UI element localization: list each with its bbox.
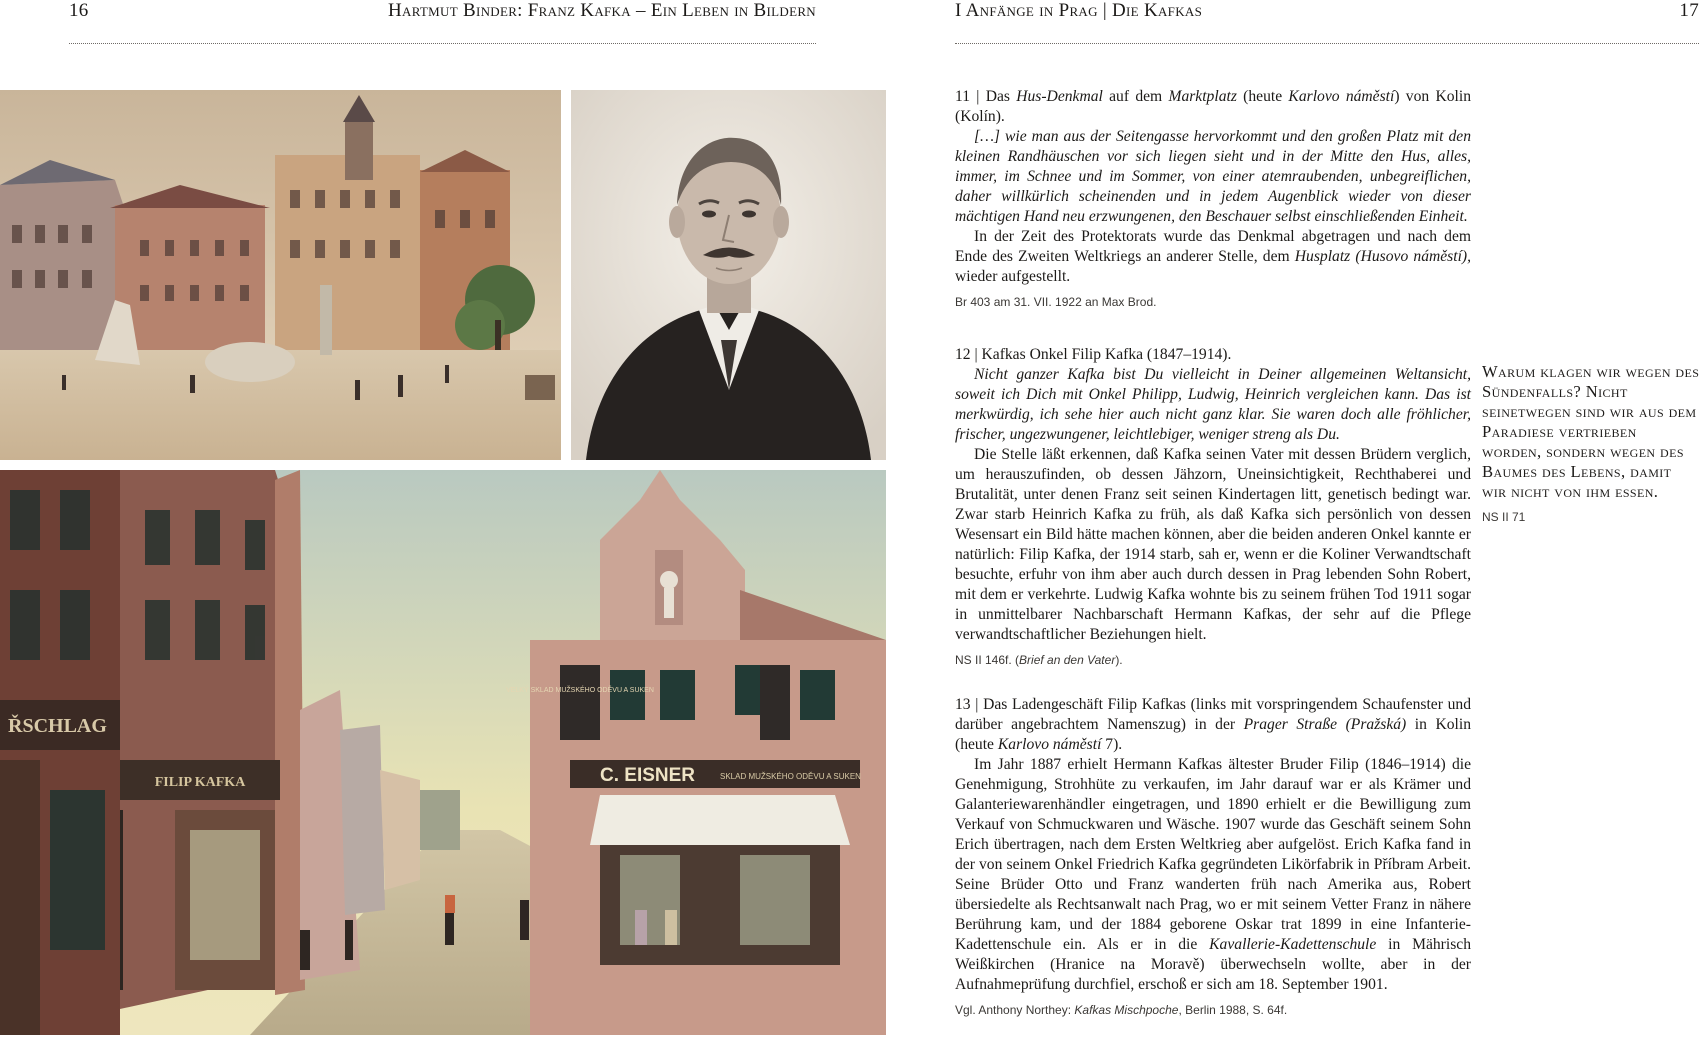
caption-13-lead: 13 | Das Ladengeschäft Filip Kafkas (links mit vorspringendem Schaufenster und darüber angebrachtem Namenszug) in der (955, 696, 1471, 733)
caption-11 (955, 87, 1471, 127)
margin-quotation (1482, 362, 1700, 526)
running-head-title-right: I Anfänge in Prag | Die Kafkas (955, 0, 1203, 21)
caption-13-italic-karlovo: Karlovo náměstí (997, 736, 1102, 753)
quote-12: Nicht ganzer Kafka bist Du vielleicht in Deiner allgemeinen Weltansicht, soweit ich Dich mit Onkel Philipp, Ludwig, Heinrich vergleichen kann. Das ist merkwürdig, ich sehe hier auch nicht ganz klar. Sie waren doch alle fröhlicher, frischer, ungezwungener, leichtlebiger, weniger streng als Du. (955, 366, 1471, 443)
caption-13-mid: in Kolin (heute (955, 716, 1472, 753)
dotted-rule (955, 43, 1699, 44)
caption-11-italic-marktplatz: Marktplatz (1168, 88, 1237, 105)
source-13-lead: Vgl. Anthony Northey: (955, 1003, 1075, 1017)
sign-sklad: SKLAD MUŽSKÉHO ODĚVU A SUKEN (720, 772, 861, 781)
photo-shop-prager-strasse (0, 470, 886, 1035)
caption-11-mid2: (heute (1236, 88, 1289, 105)
caption-11-lead: 11 | Das (955, 88, 1017, 105)
source-13-tail: , Berlin 1988, S. 64f. (1178, 1003, 1288, 1017)
photo-portrait-filip-kafka (571, 90, 886, 460)
body-13-lead: Im Jahr 1887 erhielt Hermann Kafkas ältester Bruder Filip (1846–1914) die Genehmigung, Strohhüte zu verkaufen, im Jahr darauf war er als Krämer und Galanteriewarenhändler eingetragen, und 1890 erhielt er die Bewilligung zum Verkauf von Schmuckwaren und Wäsche. 1907 wurde das Geschäft seinem Sohn Erich übertragen, nach dem Ersten Weltkrieg aber aufgelöst. Erich Kafka fand in der von seinem Onkel Friedrich Kafka gegründeten Likörfabrik in Příbram Arbeit. Seine Brüder Otto und Franz wanderten früh nach Amerika aus, Robert übersiedelte als Rechtsanwalt nach Prag, wo er mit seinem Vetter Franz in nähere Berührung kam, und der 1884 geborene Oskar trat 1899 in eine Infanterie-Kadettenschule ein. Als er in die (955, 756, 1471, 953)
caption-12: 12 | Kafkas Onkel Filip Kafka (1847–1914). (955, 346, 1232, 363)
body-11-tail: wieder aufgestellt. (955, 268, 1071, 285)
source-12 (955, 651, 1471, 669)
sign-filip-kafka: FILIP KAFKA (154, 775, 246, 790)
caption-13-italic-street: Prager Straße (Pražská) (1243, 716, 1407, 733)
margin-quotation-source: NS II 71 (1482, 510, 1526, 524)
body-12: Die Stelle läßt erkennen, daß Kafka seinen Vater mit dessen Brüdern verglich, um herauszufinden, ob dessen Jähzorn, Uneinsichtigkeit, Rechthaberei und Brutalität, unter denen Franz seit seinen Kindertagen litt, genetisch bedingt war. Zwar starb Heinrich Kafka zu früh, als daß Kafka sich persönlich von dessen Wesensart ein Bild hätte machen können, aber die beiden anderen Onkel kannte er natürlich: Filip Kafka, der 1914 starb, sah er, wenn er die Koliner Verwandtschaft besuchte, erfuhr von ihm aber auch durch dessen in Prag lebenden Sohn Robert, mit dem er verkehrte. Ludwig Kafka wohnte bis zu seinem frühen Tod 1911 sogar in unmittelbarer Nachbarschaft Hermann Kafkas, der sehr auf die Pflege verwandtschaftlicher Beziehungen hielt. (955, 446, 1471, 643)
caption-section-12 (955, 345, 1471, 669)
source-12-tail: ). (1115, 653, 1123, 667)
body-11-lead: In der Zeit des Protektorats wurde das Denkmal abgetragen und nach dem Ende des Zweiten Weltkriegs an anderer Stelle, dem (955, 228, 1471, 265)
caption-11-mid: auf dem (1102, 88, 1169, 105)
caption-section-11 (955, 87, 1471, 311)
page-number-right: 17 (1679, 0, 1699, 21)
source-13-italic: Kafkas Mischpoche (1074, 1003, 1179, 1017)
panel-text-1: VELKÝ SKLAD MUŽSKÉHO ODĚVU A SUKEN (506, 687, 654, 694)
caption-13-tail: 7). (1101, 736, 1123, 753)
running-head-title-left: Hartmut Binder: Franz Kafka – Ein Leben in Bildern (388, 0, 816, 21)
page-number-left: 16 (69, 0, 89, 21)
sign-left: ŘSCHLAG (8, 715, 107, 737)
body-13 (955, 755, 1471, 995)
source-11: Br 403 am 31. VII. 1922 an Max Brod. (955, 295, 1157, 309)
body-13-tail: in Mährisch Weißkirchen (Hranice na Moravě) überwechseln wollte, aber in der Aufnahmeprüfung durchfiel, erschoß er sich am 18. September 1901. (955, 936, 1471, 993)
caption-11-italic-karlovo: Karlovo náměstí (1288, 88, 1395, 105)
caption-11-italic-hus: Hus-Denkmal (1016, 88, 1103, 105)
body-13-italic: Kavallerie-Kadettenschule (1209, 936, 1377, 953)
caption-section-13 (955, 695, 1471, 1019)
margin-quotation-text: Warum klagen wir wegen des Sündenfalls? Nicht seinetwegen sind wir aus dem Paradiese vertrieben worden, sondern wegen des Baumes des Lebens, damit wir nicht von ihm essen. (1482, 362, 1700, 501)
sign-c-eisner: C. EISNER (600, 765, 696, 786)
body-11-italic: Husplatz (Husovo náměstí), (1294, 248, 1472, 265)
dotted-rule (69, 43, 816, 44)
source-13 (955, 1001, 1471, 1019)
quote-11: […] wie man aus der Seitengasse hervorkommt und den großen Platz mit den kleinen Randhäuschen vor sich liegen sieht und in der Mitte den Hus, alles, immer, im Schnee und im Sommer, von einer atemraubenden, unbegreiflichen, daher willkürlich scheinenden und in jedem Augenblick wieder von dieser mächtigen Hand neu erzwungenen, den Beschauer selbst einschließenden Einheit. (955, 128, 1471, 225)
source-12-lead: NS II 146f. ( (955, 653, 1020, 667)
caption-11-tail: ) von Kolin (Kolín). (955, 88, 1471, 125)
photo-hus-monument-square (0, 90, 561, 460)
running-head-left (69, 0, 816, 44)
caption-13 (955, 695, 1471, 755)
body-11 (955, 227, 1471, 287)
running-head-right (955, 0, 1699, 44)
source-12-italic: Brief an den Vater (1019, 653, 1116, 667)
